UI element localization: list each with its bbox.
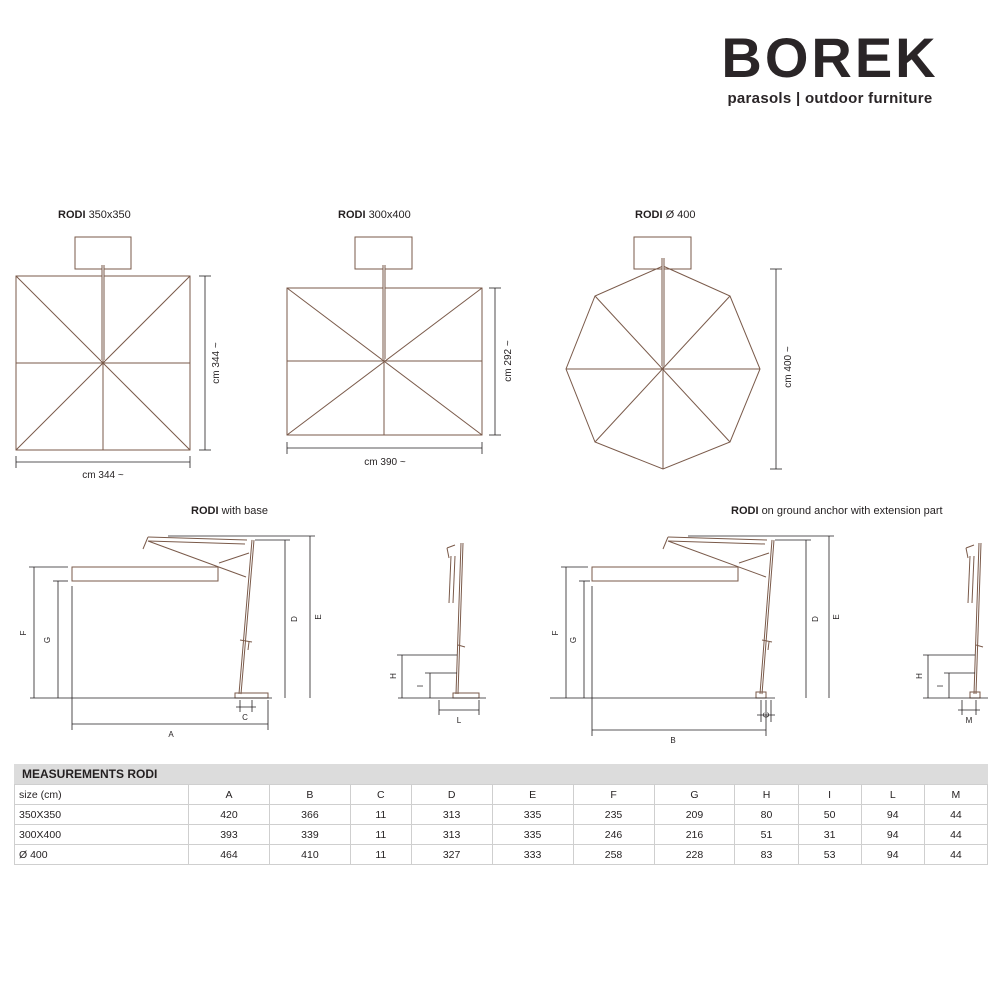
table-cell: 335	[492, 805, 573, 825]
table-cell: 44	[924, 825, 987, 845]
folded-view-ground-anchor	[915, 543, 988, 725]
top-view-square	[16, 237, 222, 481]
table-cell: 235	[573, 805, 654, 825]
model-name: RODI	[635, 209, 663, 221]
top-view-rectangle	[287, 237, 514, 468]
table-cell: 50	[798, 805, 861, 825]
dim-letter-h: H	[915, 673, 924, 679]
table-cell: 53	[798, 845, 861, 865]
table-cell: 258	[573, 845, 654, 865]
table-cell: 339	[269, 825, 350, 845]
table-header-row	[15, 785, 988, 805]
height-dimension: cm 344 ~	[211, 342, 222, 384]
table-header-cell: C	[350, 785, 411, 805]
table-row	[15, 845, 988, 865]
table-cell: 393	[189, 825, 270, 845]
model-name: RODI	[338, 209, 366, 221]
table-header-cell: F	[573, 785, 654, 805]
table-cell: 11	[350, 825, 411, 845]
table-row	[15, 805, 988, 825]
dim-letter-b: B	[670, 736, 676, 745]
model-size: 300x400	[368, 209, 411, 221]
table-cell: 246	[573, 825, 654, 845]
height-dimension: cm 292 ~	[503, 340, 514, 382]
dim-letter-l: L	[456, 716, 462, 725]
table-cell: 216	[654, 825, 735, 845]
canopy-side	[72, 567, 218, 581]
table-cell: 327	[411, 845, 492, 865]
table-cell: 11	[350, 845, 411, 865]
table-cell: 313	[411, 825, 492, 845]
base-plate-outline	[355, 237, 412, 269]
side-view-with-base	[19, 536, 323, 739]
width-dimension: cm 390 ~	[364, 457, 406, 468]
dim-letter-g: G	[569, 636, 578, 644]
table-cell: 464	[189, 845, 270, 865]
table-cell: 350X350	[15, 805, 189, 825]
side-view-caption: on ground anchor with extension part	[761, 505, 943, 517]
dim-letter-g: G	[43, 636, 52, 644]
dim-letter-m: M	[965, 716, 973, 725]
table-header-cell: G	[654, 785, 735, 805]
brand-name: BOREK	[721, 26, 939, 89]
table-header-cell: E	[492, 785, 573, 805]
table-header-cell: D	[411, 785, 492, 805]
table-header-cell: M	[924, 785, 987, 805]
width-dimension: cm 344 ~	[82, 470, 124, 481]
table-cell: 410	[269, 845, 350, 865]
model-name: RODI	[731, 505, 759, 517]
table-cell: 94	[861, 805, 924, 825]
table-cell: 51	[735, 825, 798, 845]
table-cell: 80	[735, 805, 798, 825]
dim-letter-d: D	[290, 616, 299, 622]
table-header-cell: A	[189, 785, 270, 805]
table-cell: 228	[654, 845, 735, 865]
table-header-cell: L	[861, 785, 924, 805]
dim-letter-i: I	[416, 684, 425, 688]
brand-tagline: parasols | outdoor furniture	[727, 90, 933, 107]
model-name: RODI	[191, 505, 219, 517]
table-header-cell: H	[735, 785, 798, 805]
folded-view-with-base	[389, 543, 486, 725]
table-cell: 366	[269, 805, 350, 825]
table-header-cell: I	[798, 785, 861, 805]
dim-letter-d: D	[811, 616, 820, 622]
table-cell: 300X400	[15, 825, 189, 845]
table-cell: 333	[492, 845, 573, 865]
dim-letter-c: C	[762, 712, 771, 718]
table-cell: 335	[492, 825, 573, 845]
dim-letter-e: E	[314, 614, 323, 620]
table-cell: 11	[350, 805, 411, 825]
table-cell: 44	[924, 805, 987, 825]
height-dimension: cm 400 ~	[783, 346, 794, 388]
dim-letter-i: I	[936, 684, 945, 688]
table-cell: 94	[861, 825, 924, 845]
side-view-ground-anchor	[550, 536, 841, 745]
dim-letter-h: H	[389, 673, 398, 679]
dim-letter-c: C	[242, 713, 248, 722]
table-cell: 44	[924, 845, 987, 865]
model-name: RODI	[58, 209, 86, 221]
table-cell: 83	[735, 845, 798, 865]
table-cell: 31	[798, 825, 861, 845]
table-header-cell: B	[269, 785, 350, 805]
table-cell: 420	[189, 805, 270, 825]
dim-letter-f: F	[19, 630, 28, 636]
top-view-octagon	[566, 237, 794, 469]
model-size: Ø 400	[665, 209, 696, 221]
dim-letter-e: E	[832, 614, 841, 620]
dim-letter-f: F	[551, 630, 560, 636]
base-plate-outline	[75, 237, 131, 269]
canopy-side	[592, 567, 738, 581]
table-row	[15, 825, 988, 845]
table-cell: Ø 400	[15, 845, 189, 865]
table-cell: 209	[654, 805, 735, 825]
table-header-cell: size (cm)	[15, 785, 189, 805]
side-view-caption: with base	[221, 505, 269, 517]
table-cell: 94	[861, 845, 924, 865]
measurements-title: MEASUREMENTS RODI	[14, 764, 988, 784]
table-cell: 313	[411, 805, 492, 825]
model-size: 350x350	[88, 209, 131, 221]
measurements-table	[14, 784, 988, 865]
dim-letter-a: A	[168, 730, 174, 739]
